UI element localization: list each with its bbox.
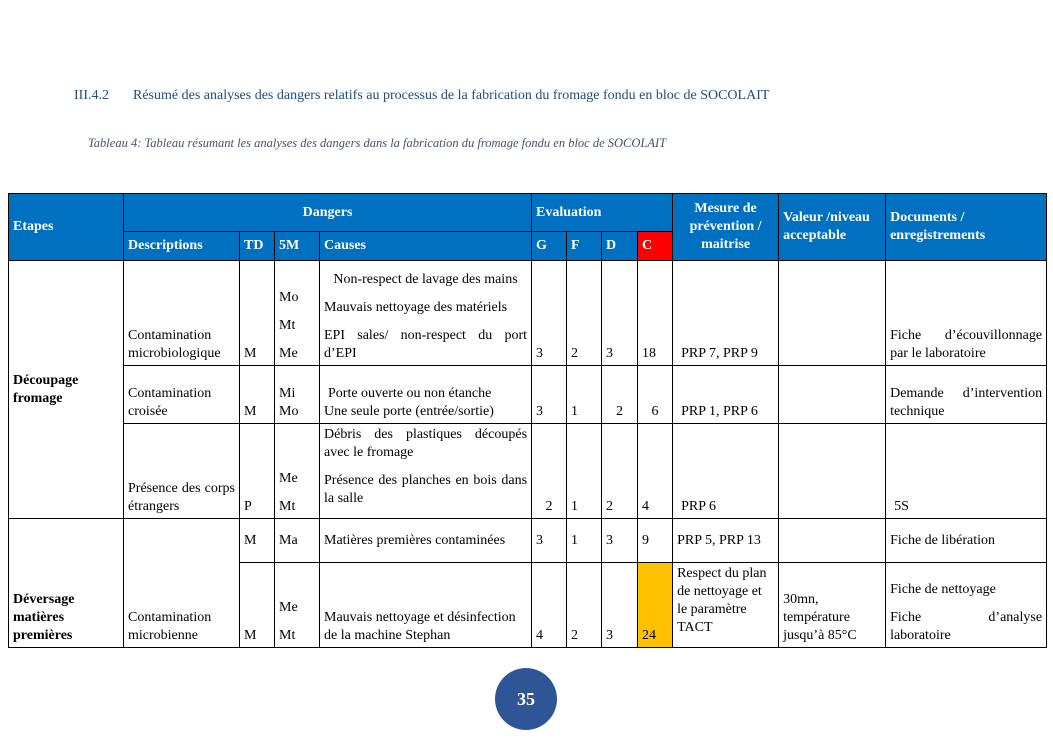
score-f: 1: [567, 519, 602, 563]
header-g: G: [532, 232, 567, 261]
score-c: 9: [638, 519, 673, 563]
mesure-cell: PRP 1, PRP 6: [673, 366, 779, 424]
mesure-cell: PRP 7, PRP 9: [673, 261, 779, 366]
header-valeur: Valeur /niveau acceptable: [779, 194, 886, 261]
causes-cell: Débris des plastiques découpés avec le fromage Présence des planches en bois dans la salle: [320, 424, 532, 519]
danger-type: M: [240, 563, 275, 648]
danger-description: Contamination croisée: [124, 366, 240, 424]
score-f: 1: [567, 424, 602, 519]
valeur-cell: [779, 261, 886, 366]
header-mesure: Mesure de prévention / maitrise: [673, 194, 779, 261]
score-d: 2: [602, 424, 638, 519]
five-m-cell: Mo Mt Me: [275, 261, 320, 366]
score-f: 2: [567, 563, 602, 648]
danger-description: Contamination microbiologique: [124, 261, 240, 366]
table-row: [9, 519, 1047, 563]
header-documents: Documents / enregistrements: [886, 194, 1047, 261]
danger-type: M: [240, 366, 275, 424]
valeur-cell: [779, 424, 886, 519]
score-c: 18: [638, 261, 673, 366]
header-evaluation: Evaluation: [532, 194, 673, 232]
page-number-badge: 35: [495, 668, 557, 730]
score-f: 2: [567, 261, 602, 366]
score-c: 6: [638, 366, 673, 424]
valeur-cell: [779, 366, 886, 424]
danger-type: M: [240, 261, 275, 366]
causes-cell: Mauvais nettoyage et désinfection de la machine Stephan: [320, 563, 532, 648]
score-g: 3: [532, 366, 567, 424]
mesure-cell: PRP 5, PRP 13: [673, 519, 779, 563]
header-dangers: Dangers: [124, 194, 532, 232]
danger-type: P: [240, 424, 275, 519]
causes-cell: Porte ouverte ou non étanche Une seule porte (entrée/sortie): [320, 366, 532, 424]
header-td: TD: [240, 232, 275, 261]
five-m-cell: Me Mt: [275, 424, 320, 519]
documents-cell: 5S: [886, 424, 1047, 519]
score-c-critical: 24: [638, 563, 673, 648]
table-row: [9, 424, 1047, 519]
score-f: 1: [567, 366, 602, 424]
section-heading: [74, 88, 769, 104]
header-d: D: [602, 232, 638, 261]
table-row: [9, 366, 1047, 424]
danger-description: Présence des corps étrangers: [124, 424, 240, 519]
documents-cell: Fiche de nettoyage Fiche d’analyse laboratoire: [886, 563, 1047, 648]
mesure-cell: Respect du plan de nettoyage et le paramètre TACT: [673, 563, 779, 648]
score-g: 3: [532, 261, 567, 366]
documents-cell: Fiche de libération: [886, 519, 1047, 563]
documents-cell: Fiche d’écouvillonnage par le laboratoire: [886, 261, 1047, 366]
hazard-analysis-table: [8, 193, 1047, 648]
table-caption: Tableau 4: Tableau résumant les analyses des dangers dans la fabrication du fromage fondu en bloc de SOCOLAIT: [88, 136, 667, 150]
score-d: 3: [602, 563, 638, 648]
documents-cell: Demande d’intervention technique: [886, 366, 1047, 424]
danger-description: Contamination microbienne: [124, 519, 240, 648]
step-label: Découpage fromage: [9, 261, 124, 519]
header-c: C: [638, 232, 673, 261]
valeur-cell: [779, 519, 886, 563]
score-d: 3: [602, 261, 638, 366]
section-number: III.4.2: [74, 88, 109, 103]
header-causes: Causes: [320, 232, 532, 261]
header-etapes: Etapes: [9, 194, 124, 261]
step-label: Déversage matières premières: [9, 519, 124, 648]
five-m-cell: Mi Mo: [275, 366, 320, 424]
valeur-cell: 30mn, température jusqu’à 85°C: [779, 563, 886, 648]
header-5m: 5M: [275, 232, 320, 261]
score-g: 4: [532, 563, 567, 648]
score-c: 4: [638, 424, 673, 519]
score-d: 3: [602, 519, 638, 563]
table-row: [9, 261, 1047, 366]
score-g: 3: [532, 519, 567, 563]
header-f: F: [567, 232, 602, 261]
header-descriptions: Descriptions: [124, 232, 240, 261]
five-m-cell: Ma: [275, 519, 320, 563]
score-g: 2: [532, 424, 567, 519]
danger-type: M: [240, 519, 275, 563]
causes-cell: Matières premières contaminées: [320, 519, 532, 563]
section-title: Résumé des analyses des dangers relatifs au processus de la fabrication du fromage fondu en bloc de SOCOLAIT: [133, 88, 770, 103]
score-d: 2: [602, 366, 638, 424]
five-m-cell: Me Mt: [275, 563, 320, 648]
mesure-cell: PRP 6: [673, 424, 779, 519]
causes-cell: Non-respect de lavage des mains Mauvais nettoyage des matériels EPI sales/ non-respect du port d’EPI: [320, 261, 532, 366]
